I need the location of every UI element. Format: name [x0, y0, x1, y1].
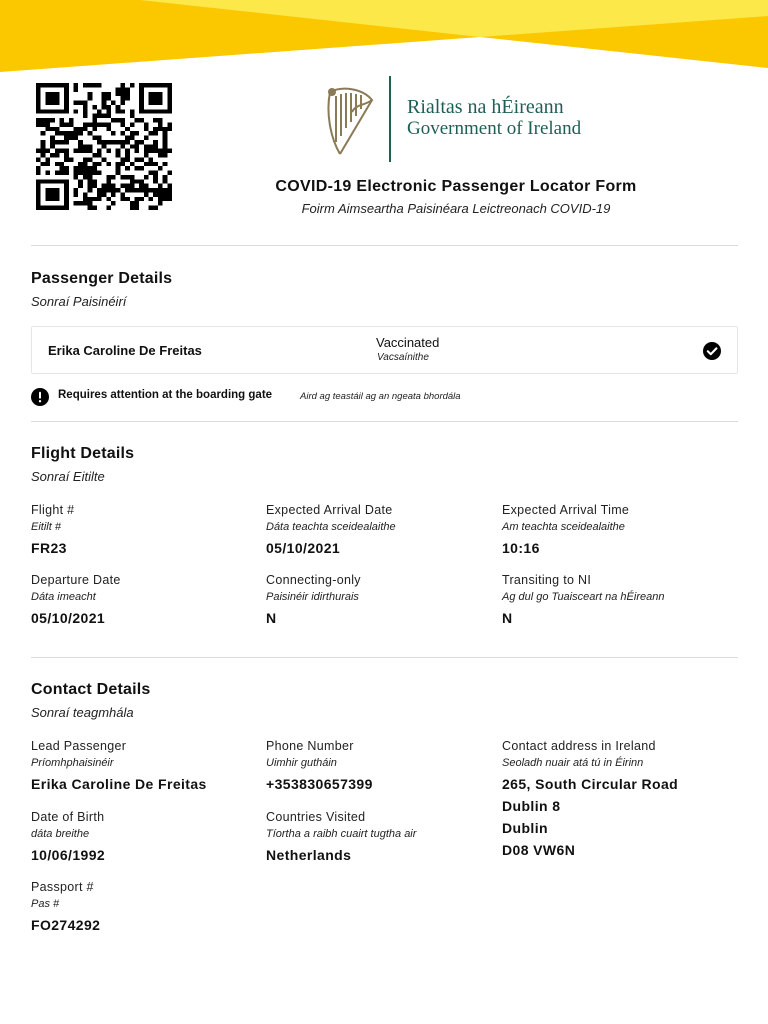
harp-icon	[322, 82, 378, 160]
section-divider	[31, 421, 738, 422]
logo-divider	[389, 76, 391, 162]
field-label: Expected Arrival Date	[266, 503, 393, 517]
boarding-alert-irish: Aird ag teastáil ag an ngeata bhordála	[300, 391, 461, 402]
field-label: Passport #	[31, 880, 94, 894]
field-label-irish: Tíortha a raibh cuairt tugtha air	[266, 828, 417, 840]
field-value: 05/10/2021	[266, 540, 341, 556]
field-label: Countries Visited	[266, 810, 366, 824]
field-label: Date of Birth	[31, 810, 105, 824]
field-label: Phone Number	[266, 739, 354, 753]
field-label-irish: Príomhphaisinéir	[31, 757, 114, 769]
passenger-card	[31, 326, 738, 374]
vaccination-status-irish: Vacsaínithe	[377, 352, 429, 363]
field-label: Contact address in Ireland	[502, 739, 656, 753]
address-line: D08 VW6N	[502, 842, 576, 858]
contact-section-subtitle: Sonraí teagmhála	[31, 705, 134, 720]
field-label-irish: Am teachta sceidealaithe	[502, 521, 625, 533]
form-subtitle: Foirm Aimseartha Paisinéara Leictreonach COVID-19	[301, 201, 611, 216]
field-label-irish: Dáta teachta sceidealaithe	[266, 521, 396, 533]
boarding-alert: Requires attention at the boarding gate	[58, 389, 273, 401]
field-label: Lead Passenger	[31, 739, 127, 753]
logo-text-irish: Rialtas na hÉireann	[407, 96, 564, 118]
check-circle-icon	[703, 342, 721, 360]
field-value: N	[502, 610, 513, 626]
field-label-irish: Uimhir gutháin	[266, 757, 337, 769]
connecting-only-field	[266, 572, 496, 629]
flight-number-field	[31, 502, 261, 559]
field-label-irish: dáta breithe	[31, 828, 90, 840]
passenger-section-subtitle: Sonraí Paisinéirí	[31, 294, 127, 309]
field-label-irish: Eitilt #	[31, 521, 61, 533]
field-label: Departure Date	[31, 573, 121, 587]
qr-code	[36, 83, 172, 210]
section-divider	[31, 657, 738, 658]
field-label: Transiting to NI	[502, 573, 592, 587]
field-value: 05/10/2021	[31, 610, 106, 626]
field-label-irish: Paisinéir idirthurais	[266, 591, 359, 603]
arrival-time-field	[502, 502, 732, 559]
field-label-irish: Dáta imeacht	[31, 591, 96, 603]
exclamation-circle-icon	[31, 388, 49, 406]
field-value: +353830657399	[266, 776, 373, 792]
field-label-irish: Pas #	[31, 898, 60, 910]
vaccination-status: Vaccinated	[376, 335, 440, 350]
lead-passenger-field	[31, 738, 261, 795]
flight-section-title: Flight Details	[31, 445, 135, 462]
field-value: Erika Caroline De Freitas	[31, 776, 207, 792]
field-label: Flight #	[31, 503, 75, 517]
passenger-name: Erika Caroline De Freitas	[48, 343, 202, 358]
field-value: 10/06/1992	[31, 847, 106, 863]
countries-visited-field	[266, 809, 496, 866]
field-label-irish: Seoladh nuair atá tú in Éirinn	[502, 757, 644, 769]
government-logo	[322, 76, 622, 166]
address-line: Dublin	[502, 820, 548, 836]
passenger-section-title: Passenger Details	[31, 270, 173, 287]
logo-text-english: Government of Ireland	[407, 118, 582, 139]
field-value: Netherlands	[266, 847, 352, 863]
field-value: N	[266, 610, 277, 626]
departure-date-field	[31, 572, 261, 629]
passport-field	[31, 879, 261, 936]
form-title: COVID-19 Electronic Passenger Locator Form	[275, 178, 637, 195]
address-line: Dublin 8	[502, 798, 561, 814]
field-label: Connecting-only	[266, 573, 361, 587]
flight-section-subtitle: Sonraí Eitilte	[31, 469, 105, 484]
field-label-irish: Ag dul go Tuaisceart na hÉireann	[502, 591, 665, 603]
section-divider	[31, 245, 738, 246]
field-value: FR23	[31, 540, 67, 556]
field-value: FO274292	[31, 917, 101, 933]
contact-address-field	[502, 738, 732, 861]
phone-number-field	[266, 738, 496, 795]
date-of-birth-field	[31, 809, 261, 866]
arrival-date-field	[266, 502, 496, 559]
contact-section-title: Contact Details	[31, 681, 151, 698]
transiting-ni-field	[502, 572, 732, 629]
address-line: 265, South Circular Road	[502, 776, 679, 792]
field-label: Expected Arrival Time	[502, 503, 630, 517]
field-value: 10:16	[502, 540, 540, 556]
header-banner	[0, 0, 768, 80]
